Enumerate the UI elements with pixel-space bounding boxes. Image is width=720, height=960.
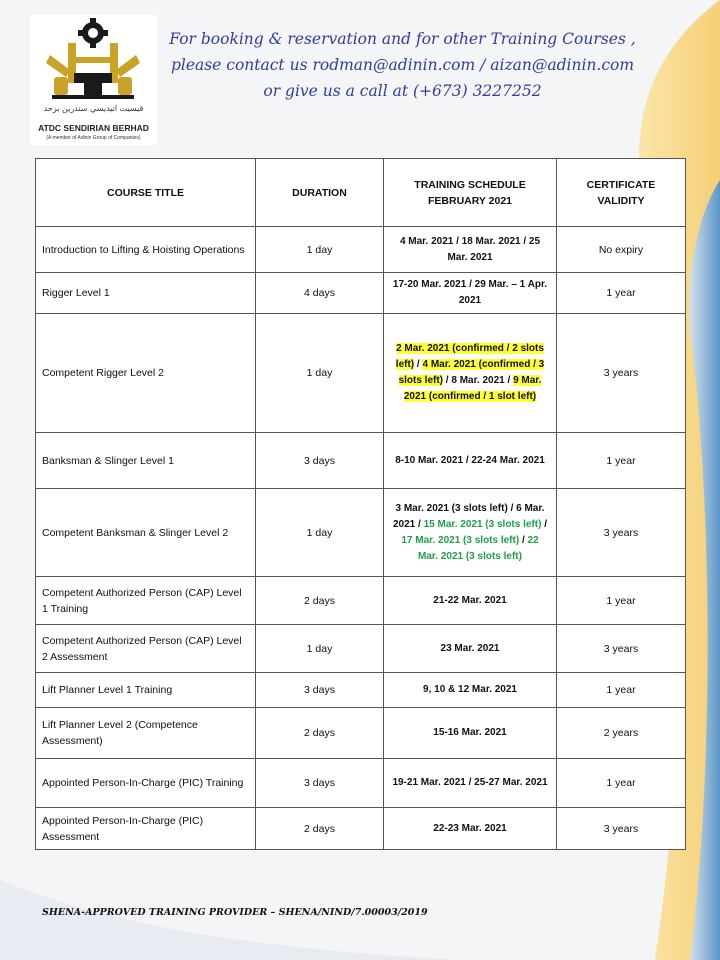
- table-body: [36, 227, 686, 850]
- contact-info: [165, 26, 640, 104]
- duration-cell: 1 day: [256, 489, 384, 577]
- schedule-segment: 17 Mar. 2021 (3 slots left): [401, 534, 520, 546]
- validity-cell: 2 years: [557, 708, 686, 759]
- schedule-segment: 22 Mar. 2021 (3 slots left): [418, 534, 539, 562]
- course-title-cell: Introduction to Lifting & Hoisting Operations: [36, 227, 256, 273]
- schedule-cell: [384, 227, 557, 273]
- course-title-cell: Appointed Person-In-Charge (PIC) Assessment: [36, 808, 256, 850]
- table-row: [36, 227, 686, 273]
- course-title-cell: Banksman & Slinger Level 1: [36, 433, 256, 489]
- duration-cell: 3 days: [256, 759, 384, 808]
- table-row: [36, 433, 686, 489]
- schedule-segment: /: [519, 534, 528, 546]
- duration-cell: 1 day: [256, 314, 384, 433]
- duration-cell: 1 day: [256, 227, 384, 273]
- course-title-cell: Appointed Person-In-Charge (PIC) Training: [36, 759, 256, 808]
- validity-cell: 3 years: [557, 314, 686, 433]
- schedule-cell: [384, 577, 557, 625]
- table-header-row: [36, 159, 686, 227]
- schedule-segment: /: [414, 359, 423, 370]
- validity-cell: 3 years: [557, 489, 686, 577]
- course-title-cell: Lift Planner Level 2 (Competence Assessment): [36, 708, 256, 759]
- schedule-cell: [384, 433, 557, 489]
- schedule-segment: 15 Mar. 2021 (3 slots left): [423, 518, 542, 530]
- schedule-segment: 3 Mar. 2021 (3 slots left) / 6 Mar. 2021 /: [393, 502, 545, 530]
- schedule-segment: 23 Mar. 2021: [440, 642, 500, 654]
- table-row: [36, 489, 686, 577]
- duration-cell: 4 days: [256, 273, 384, 314]
- contact-line-1: For booking & reservation and for other Training Courses ,: [169, 30, 636, 48]
- logo-company-name: ATDC SENDIRIAN BERHAD: [38, 123, 149, 133]
- validity-cell: 1 year: [557, 673, 686, 708]
- schedule-segment: 4 Mar. 2021 (confirmed / 3 slots left): [398, 359, 545, 386]
- table-row: [36, 625, 686, 673]
- schedule-segment: 8-10 Mar. 2021 / 22-24 Mar. 2021: [395, 454, 545, 466]
- course-title-cell: Rigger Level 1: [36, 273, 256, 314]
- contact-line-2: please contact us rodman@adinin.com / aizan@adinin.com: [170, 56, 635, 74]
- validity-cell: 3 years: [557, 625, 686, 673]
- schedule-segment: 17-20 Mar. 2021 / 29 Mar. – 1 Apr. 2021: [392, 279, 548, 306]
- duration-cell: 2 days: [256, 808, 384, 850]
- schedule-segment: 2 Mar. 2021 (confirmed / 2 slots left): [395, 343, 544, 370]
- logo-tagline: (A member of Adinin Group of Companies): [46, 135, 141, 141]
- table-row: [36, 808, 686, 850]
- validity-cell: 1 year: [557, 759, 686, 808]
- table-row: [36, 673, 686, 708]
- table-row: [36, 759, 686, 808]
- footer-accreditation: SHENA-APPROVED TRAINING PROVIDER – SHENA/NIND/7.00003/2019: [42, 907, 428, 918]
- validity-cell: No expiry: [557, 227, 686, 273]
- course-title-cell: Competent Authorized Person (CAP) Level 1 Training: [36, 577, 256, 625]
- validity-cell: 3 years: [557, 808, 686, 850]
- company-logo: [30, 15, 157, 145]
- training-schedule-table: [35, 158, 686, 850]
- validity-cell: 1 year: [557, 433, 686, 489]
- schedule-segment: 15-16 Mar. 2021: [433, 727, 507, 738]
- course-title-cell: Competent Rigger Level 2: [36, 314, 256, 433]
- schedule-cell: [384, 673, 557, 708]
- table-row: [36, 577, 686, 625]
- header-certificate-validity: CERTIFICATE VALIDITY: [557, 159, 686, 227]
- duration-cell: 3 days: [256, 673, 384, 708]
- schedule-segment: / 8 Mar. 2021 /: [443, 375, 514, 386]
- duration-cell: 2 days: [256, 708, 384, 759]
- header-training-schedule: TRAINING SCHEDULE FEBRUARY 2021: [384, 159, 557, 227]
- header-duration: DURATION: [256, 159, 384, 227]
- schedule-cell: [384, 625, 557, 673]
- table-row: [36, 708, 686, 759]
- duration-cell: 3 days: [256, 433, 384, 489]
- duration-cell: 1 day: [256, 625, 384, 673]
- schedule-segment: 9, 10 & 12 Mar. 2021: [423, 684, 517, 695]
- validity-cell: 1 year: [557, 577, 686, 625]
- table-row: [36, 273, 686, 314]
- schedule-segment: 4 Mar. 2021 / 18 Mar. 2021 / 25 Mar. 2021: [399, 235, 541, 263]
- course-title-cell: Competent Authorized Person (CAP) Level 2 Assessment: [36, 625, 256, 673]
- course-title-cell: Competent Banksman & Slinger Level 2: [36, 489, 256, 577]
- logo-arabic-text: قيسيت اتيديسي سندرين برحد: [43, 104, 144, 113]
- schedule-segment: 19-21 Mar. 2021 / 25-27 Mar. 2021: [392, 777, 548, 788]
- contact-line-3: or give us a call at (+673) 3227252: [263, 82, 542, 100]
- schedule-segment: 21-22 Mar. 2021: [433, 594, 507, 606]
- schedule-cell: [384, 489, 557, 577]
- schedule-cell: [384, 314, 557, 433]
- schedule-cell: [384, 759, 557, 808]
- validity-cell: 1 year: [557, 273, 686, 314]
- schedule-cell: [384, 273, 557, 314]
- schedule-cell: [384, 708, 557, 759]
- header-course-title: COURSE TITLE: [36, 159, 256, 227]
- schedule-cell: [384, 808, 557, 850]
- schedule-segment: 22-23 Mar. 2021: [433, 822, 507, 834]
- table-row: [36, 314, 686, 433]
- course-title-cell: Lift Planner Level 1 Training: [36, 673, 256, 708]
- schedule-segment: 9 Mar. 2021 (confirmed / 1 slot left): [403, 375, 542, 402]
- duration-cell: 2 days: [256, 577, 384, 625]
- schedule-segment: /: [541, 518, 547, 530]
